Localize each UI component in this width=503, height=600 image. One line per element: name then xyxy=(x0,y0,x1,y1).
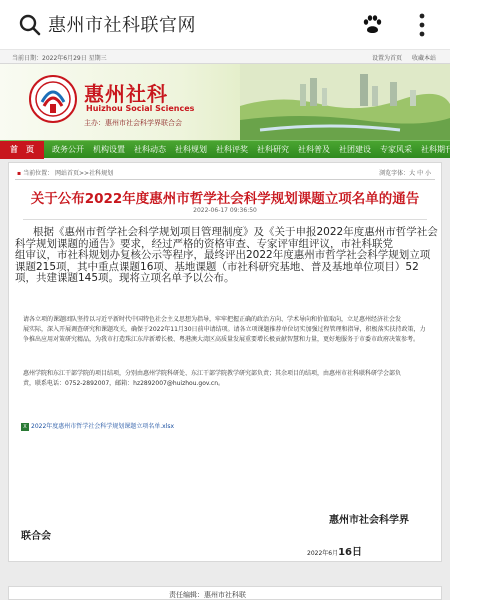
nav-home[interactable]: 首 页 xyxy=(0,141,44,159)
date-bar xyxy=(0,50,450,64)
search-icon[interactable] xyxy=(18,13,42,37)
paragraph-line: 争推出应用对策研究精品，为我市打造珠江东岸新增长极、粤港澳大湾区高质量发展重要增长极贡献智慧和力量，更好地服务于市委市政府决策参考。 xyxy=(23,336,420,343)
web-page xyxy=(0,50,494,600)
main-nav xyxy=(0,140,494,158)
lead-line: 科学规划课题的通告》要求，经过严格的资格审查、专家评审组评议，市社科联党 xyxy=(15,237,393,250)
city-skyline-image xyxy=(240,64,450,140)
article-paragraph-contact xyxy=(23,369,427,389)
paragraph-line: 展实际，深入开展调查研究和课题攻关，确保于2022年11月30日前申请结项。请各立项课题推荐单位切实加强过程管理和指导，积极落实扶持政策，力 xyxy=(23,326,426,333)
attachment-link[interactable] xyxy=(21,421,174,431)
article-title: 关于公布2022年度惠州市哲学社会科学规划课题立项名单的通告 xyxy=(30,191,420,207)
more-icon[interactable] xyxy=(412,10,432,40)
site-banner xyxy=(0,64,450,140)
responsible-editor-bar xyxy=(8,586,442,600)
signature-day: 16日 xyxy=(338,547,363,558)
paragraph-line: 责，联系电话：0752-2892007，邮箱：hz2892007@huizhou.gov.cn。 xyxy=(23,380,225,387)
bookmark-link[interactable]: 收藏本站 xyxy=(411,55,436,62)
nav-item-popularization[interactable]: 社科普及 xyxy=(298,145,330,154)
site-host: 主办：惠州市社会科学界联合会 xyxy=(84,119,182,127)
set-homepage-link[interactable]: 设置为首页 xyxy=(372,55,403,62)
signature-date xyxy=(307,543,362,558)
breadcrumb-path[interactable]: 网站首页>>社科规划 xyxy=(55,170,114,177)
browser-header xyxy=(0,0,450,50)
site-name-cn: 惠州社科 xyxy=(84,82,168,106)
signature-date-prefix: 2022年6月 xyxy=(307,550,339,557)
signature-line-1: 惠州市社会科学界 xyxy=(329,515,409,526)
paragraph-line: 惠州学院和东江干部学院的项目结项，分别由惠州学院科研处、东江干部学院教学研究部负责；其余项目的结项，由惠州市社科联科研学会部负 xyxy=(23,370,402,377)
attachment-filename[interactable]: 2022年度惠州市哲学社会科学规划课题立项名单.xlsx xyxy=(31,423,175,430)
breadcrumb xyxy=(17,168,113,177)
browser-page-title[interactable]: 惠州市社科联官网 xyxy=(48,15,196,36)
lead-line: 组审议，市社科规划办复核公示等程序，最终评出2022年度惠州市哲学社会科学规划立项 xyxy=(15,249,431,261)
article-lead-paragraph xyxy=(15,226,438,285)
excel-file-icon: X xyxy=(21,423,29,431)
location-pin-icon: ▪ xyxy=(17,170,22,177)
divider xyxy=(23,219,427,220)
responsible-editor: 责任编辑：惠州市社科联 xyxy=(169,591,246,599)
breadcrumb-label: 当前位置： xyxy=(23,170,54,177)
signature-line-2: 联合会 xyxy=(21,531,51,542)
lead-line: 根据《惠州市哲学社会科学规划项目管理制度》及《关于申报2022年度惠州市哲学社会 xyxy=(33,226,438,238)
divider xyxy=(15,179,435,180)
nav-item-government-affairs[interactable]: 政务公开 xyxy=(52,145,84,154)
lead-line: 项，共建课题145项。现将立项名单予以公布。 xyxy=(15,272,235,284)
paw-icon[interactable] xyxy=(360,13,384,37)
nav-item-research[interactable]: 社科研究 xyxy=(257,145,289,154)
nav-item-awards[interactable]: 社科评奖 xyxy=(216,145,248,154)
nav-item-gallery[interactable]: 图片中心 xyxy=(462,145,494,154)
paragraph-line: 请各立项的课题团队坚持以习近平新时代中国特色社会主义思想为指导，牢牢把握正确的政治方向、学术导向和价值取向，立足惠州经济社会发 xyxy=(23,316,402,323)
nav-item-news[interactable]: 社科动态 xyxy=(134,145,166,154)
nav-item-associations[interactable]: 社团建设 xyxy=(339,145,371,154)
nav-item-organization[interactable]: 机构设置 xyxy=(93,145,125,154)
font-size-switch[interactable]: 浏览字体：大 中 小 xyxy=(379,170,431,177)
nav-list xyxy=(52,141,503,159)
nav-item-journals[interactable]: 社科期刊 xyxy=(421,145,453,154)
social-sciences-logo-icon[interactable] xyxy=(28,74,78,124)
article-paragraph-requirements xyxy=(23,315,427,345)
nav-item-experts[interactable]: 专家风采 xyxy=(380,145,412,154)
current-date: 当前日期：2022年6月29日 星期三 xyxy=(12,55,107,62)
site-name-en: Huizhou Social Sciences xyxy=(86,104,195,113)
nav-item-planning[interactable]: 社科规划 xyxy=(175,145,207,154)
article-timestamp: 2022-06-17 09:36:50 xyxy=(193,207,257,214)
article-panel xyxy=(8,162,442,562)
lead-line: 课题215项，其中重点课题16项、基地课题（市社科研究基地、普及基地单位项目）52 xyxy=(15,260,419,273)
